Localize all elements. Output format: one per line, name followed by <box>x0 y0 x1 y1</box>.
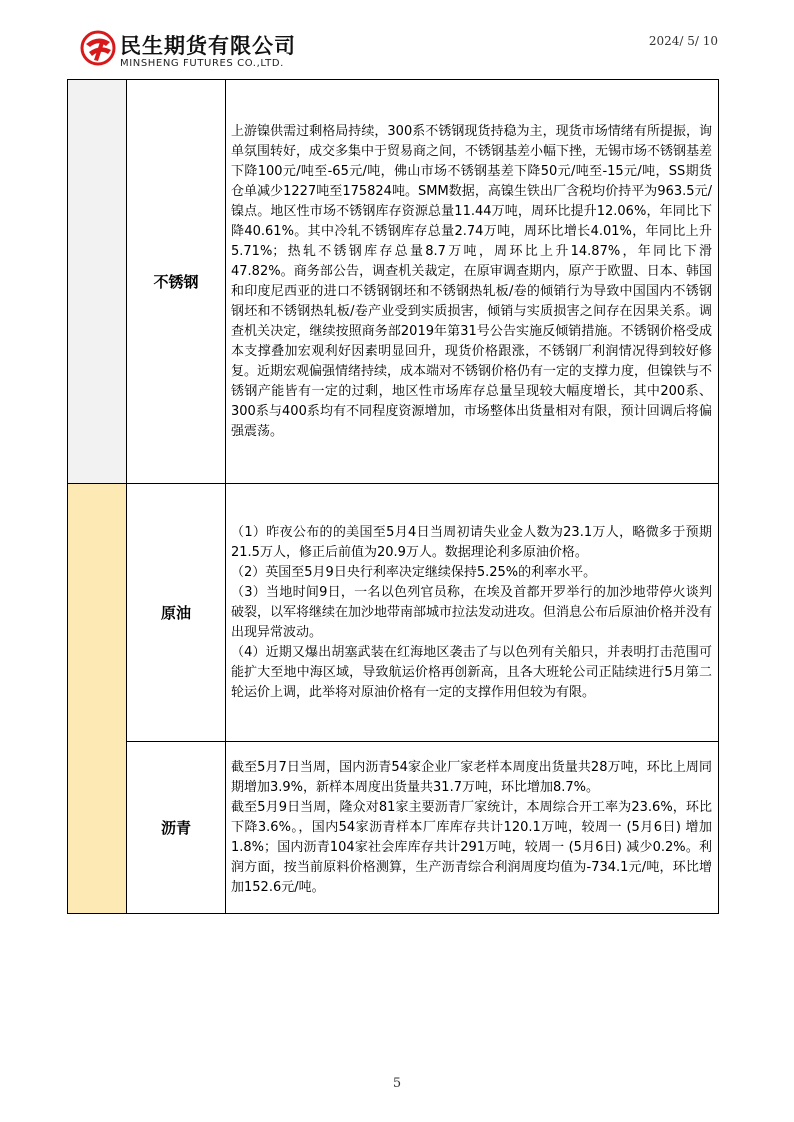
commodity-table <box>67 79 719 914</box>
company-logo-icon <box>80 30 116 66</box>
commentary-paragraph: 上游镍供需过剩格局持续，300系不锈钢现货持稳为主，现货市场情绪有所提振，询单氛围转好，成交多集中于贸易商之间，不锈钢基差小幅下挫，无锡市场不锈钢基差下降100元/吨至-65元/吨，佛山市场不锈钢基差下降50元/吨至-15元/吨，SS期货仓单减少1227吨至175824吨。SMM数据，高镍生铁出厂含税均价持平为963.5元/镍点。地区性市场不锈钢库存资源总量11.44万吨，周环比提升12.06%，年同比下降40.61%。其中冷轧不锈钢库存总量2.74万吨，周环比增长4.01%，年同比上升5.71%；热轧不锈钢库存总量8.7万吨，周环比上升14.87%，年同比下滑47.82%。商务部公告，调查机关裁定，在原审调查期内，原产于欧盟、日本、韩国和印度尼西亚的进口不锈钢钢坯和不锈钢热轧板/卷的倾销行为导致中国国内不锈钢钢坯和不锈钢热轧板/卷产业受到实质损害，倾销与实质损害之间存在因果关系。调查机关决定，继续按照商务部2019年第31号公告实施反倾销措施。不锈钢价格受成本支撑叠加宏观利好因素明显回升，现货价格跟涨，不锈钢厂利润情况得到较好修复。近期宏观偏强情绪持续，成本端对不锈钢价格仍有一定的支撑力度，但镍铁与不锈钢产能皆有一定的过剩，地区性市场库存总量呈现较大幅度增长，其中200系、300系与400系均有不同程度资源增加，市场整体出货量相对有限，预计回调后将偏强震荡。 <box>231 123 713 439</box>
company-name-en: MINSHENG FUTURES CO.,LTD. <box>120 58 284 69</box>
commodity-commentary <box>226 484 719 742</box>
commodity-name: 原油 <box>127 484 226 742</box>
commentary-paragraph: （4）近期又爆出胡塞武装在红海地区袭击了与以色列有关船只，并表明打击范围可能扩大至地中海区域，导致航运价格再创新高，且各大班轮公司正陆续进行5月第二轮运价上调，此举将对原油价格有一定的支撑作用但较为有限。 <box>231 644 712 700</box>
page-number: 5 <box>392 1076 402 1091</box>
table-row <box>68 742 719 914</box>
commentary-paragraph: 截至5月9日当周，隆众对81家主要沥青厂家统计，本周综合开工率为23.6%，环比下降3.6%。，国内54家沥青样本厂库库存共计120.1万吨，较周一 (5月6日) 增加1.8%；国内沥青104家社会库库存共计291万吨，较周一 (5月6日) 减少0.2%。利润方面，按当前原料价格测算，生产沥青综合利润周度均值为-734.1元/吨，环比增加152.6元/吨。 <box>231 799 712 895</box>
report-date: 2024/ 5/ 10 <box>648 34 718 48</box>
commodity-commentary <box>226 80 719 484</box>
company-name-cn: 民生期货有限公司 <box>120 34 296 58</box>
row-marker-cell <box>68 484 127 914</box>
table-row <box>68 484 719 742</box>
table-row <box>68 80 719 484</box>
commodity-name: 不锈钢 <box>127 80 226 484</box>
commodity-commentary <box>226 742 719 914</box>
commodity-name: 沥青 <box>127 742 226 914</box>
page-header <box>0 0 794 80</box>
commentary-paragraph: （1）昨夜公布的的美国至5月4日当周初请失业金人数为23.1万人，略微多于预期21.5万人，修正后前值为20.9万人。数据理论利多原油价格。 <box>231 524 712 560</box>
commentary-paragraph: 截至5月7日当周，国内沥青54家企业厂家老样本周度出货量共28万吨，环比上周同期增加3.9%，新样本周度出货量共31.7万吨，环比增加8.7%。 <box>231 759 712 795</box>
commentary-paragraph: （2）英国至5月9日央行利率决定继续保持5.25%的利率水平。 <box>231 564 597 580</box>
row-marker-cell <box>68 80 127 484</box>
commentary-paragraph: （3）当地时间9日，一名以色列官员称，在埃及首都开罗举行的加沙地带停火谈判破裂，以军将继续在加沙地带南部城市拉法发动进攻。但消息公布后原油价格并没有出现异常波动。 <box>231 584 713 640</box>
